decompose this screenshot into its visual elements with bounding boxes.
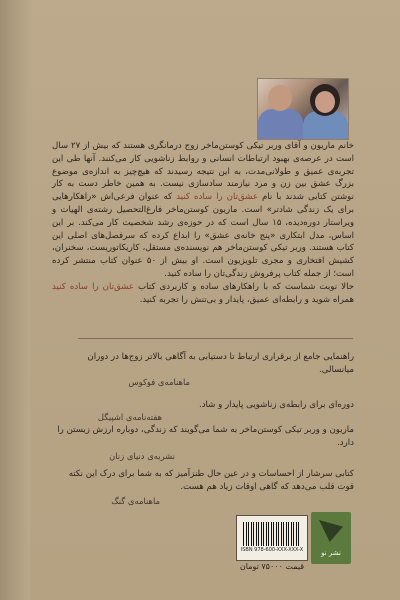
author-photo-man-face — [268, 85, 292, 111]
description-part-3: حالا نوبت شماست که با راهکارهای ساده و کاربردی کتاب — [138, 281, 354, 292]
description-part-1: خانم ماریون و آقای وربر تیکی کوستن‌ماخر زوج درمانگری هستند که بیش از ۲۷ سال است در عرصه‌ی بهبود ارتباطات انسانی و روابط زناشویی کار می‌کنند. آنها طی این تجربه‌ی عمیق و طولانی‌مدت، به این نتیجه رسیدند که هیچ‌چیز به اندازه‌ی موضوع بزرگ عشق بین زن و مرد نیازمند سادسازی نیست. به همین خاطر دست به کار نوشتن کتابی شدند با نام — [52, 141, 355, 203]
author-photo-man — [258, 109, 303, 140]
description-part-4: همراه شوید و رابطه‌ای عمیق، پایدار و بی‌تنش را تجربه کنید. — [139, 294, 354, 305]
publisher-logo-icon — [319, 520, 343, 542]
author-description — [52, 140, 354, 306]
review-3-text: ماریون و وربر تیکی کوستن‌ماخر به شما می‌گویند که زندگی، دوباره ارزش زیستن را دارد. — [57, 425, 354, 448]
price-label: قیمت ۷۵۰۰۰ تومان — [239, 562, 305, 571]
review-1-source: ماهنامه‌ی فوکوس — [128, 377, 190, 387]
review-1-text: راهنمایی جامع از برقراری ارتباط تا دستیابی به آگاهی بالاتر زوج‌ها در دوران میانسالی. — [87, 352, 354, 375]
author-photo — [257, 78, 349, 140]
publisher-logo — [311, 512, 351, 564]
isbn-number: ISBN 978-600-XXX-XXX-X — [240, 547, 304, 553]
review-4-source: ماهنامه‌ی گنگ — [111, 496, 160, 506]
publisher-name: نشر نو — [321, 549, 341, 557]
section-divider — [78, 338, 353, 339]
review-2-text: دوره‌ای برای رابطه‌ی زناشویی پایدار و شاد. — [198, 400, 354, 410]
review-3-source: نشریه‌ی دنیای زنان — [109, 451, 175, 461]
description-part-2: که عنوان فرعی‌اش «راهکارهایی برای یک زندگی شادتر» است. ماریون کوستن‌ماخر فارغ‌التحصیل رشته‌ی الهیات و ویراستار دوره‌دیده، ۱۵ سال است که در حوزه‌ی رشد شخصیت کار می‌کند. بر این اساس، مدل ابتکاری «پنج خانه‌ی عشق» را ابداع کرده که سرفصل‌های اصلی این کتاب هستند. وربر تیکی کوستن‌ماخر هم نویسنده‌ی مستقل، کاریکاتوریست، سخنران، کشیش افتخاری و مجری تلویزیون است. او بیش از ۵۰ عنوان کتاب منتشر کرده است؛ از جمله کتاب پرفروش زندگی‌تان را ساده کنید. — [52, 192, 354, 279]
author-photo-woman-face — [315, 91, 335, 113]
spine-fold — [0, 0, 30, 600]
review-2-source: هفته‌نامه‌ی اشپیگل — [97, 412, 162, 422]
review-4-text: کتابی سرشار از احساسات و در عین حال طنزآمیز که به شما برای درک این نکته قوت قلب می‌دهد که گاهی اوقات زیاد هم هست. — [68, 469, 354, 492]
book-title-highlight-2: عشق‌تان را ساده کنید — [52, 281, 134, 292]
barcode-bars — [243, 522, 301, 546]
barcode — [236, 515, 308, 561]
book-title-highlight: عشق‌تان را ساده کنید — [176, 192, 258, 203]
